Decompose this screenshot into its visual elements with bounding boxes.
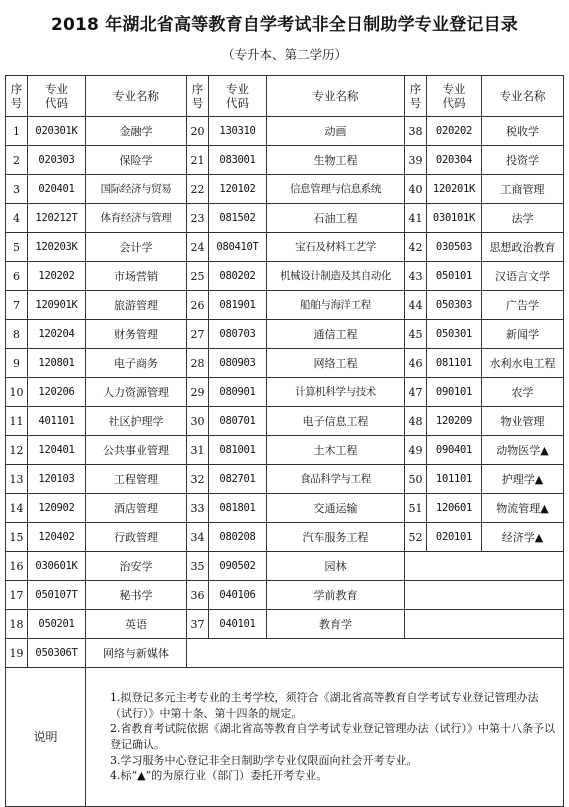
table-row	[6, 378, 564, 407]
major-name: 秘书学	[86, 581, 187, 610]
table-row	[6, 436, 564, 465]
row-index: 29	[187, 378, 209, 407]
major-code: 050201	[28, 610, 86, 639]
row-index: 15	[6, 523, 28, 552]
row-index: 8	[6, 320, 28, 349]
row-index: 35	[187, 552, 209, 581]
major-name: 网络工程	[267, 349, 405, 378]
header-index: 序 号	[187, 76, 209, 117]
row-index: 45	[405, 320, 427, 349]
major-code: 081801	[209, 494, 267, 523]
major-name: 酒店管理	[86, 494, 187, 523]
major-code: 020401	[28, 175, 86, 204]
major-name: 信息管理与信息系统	[267, 175, 405, 204]
note-line: 4.标“▲”的为原行业（部门）委托开考专业。	[110, 769, 328, 783]
major-code: 050306T	[28, 639, 86, 668]
table-row	[6, 494, 564, 523]
empty-cell	[187, 639, 564, 668]
header-name: 专业名称	[86, 76, 187, 117]
major-code: 080703	[209, 320, 267, 349]
row-index: 17	[6, 581, 28, 610]
row-index: 12	[6, 436, 28, 465]
major-code: 040101	[209, 610, 267, 639]
major-name: 会计学	[86, 233, 187, 262]
note-line: 2.省教育考试院依据《湖北省高等教育自学考试专业登记管理办法（试行）》中第十八条予以登记确认。	[110, 722, 555, 751]
row-index: 33	[187, 494, 209, 523]
row-index: 47	[405, 378, 427, 407]
major-code: 120402	[28, 523, 86, 552]
row-index: 16	[6, 552, 28, 581]
table-row	[6, 262, 564, 291]
header-index: 序 号	[6, 76, 28, 117]
major-name: 护理学▲	[482, 465, 564, 494]
table-row	[6, 146, 564, 175]
row-index: 51	[405, 494, 427, 523]
major-name: 行政管理	[86, 523, 187, 552]
major-name: 土木工程	[267, 436, 405, 465]
notes-text	[86, 668, 564, 807]
table-row	[6, 117, 564, 146]
row-index: 10	[6, 378, 28, 407]
major-name: 税收学	[482, 117, 564, 146]
table-row	[6, 639, 564, 668]
header-name: 专业名称	[482, 76, 564, 117]
major-name: 市场营销	[86, 262, 187, 291]
major-name: 汉语言文学	[482, 262, 564, 291]
row-index: 7	[6, 291, 28, 320]
note-line: 1.拟登记多元主考专业的主考学校，须符合《湖北省高等教育自学考试专业登记管理办法（试行）》中第十条、第十四条的规定。	[110, 691, 539, 720]
major-code: 090401	[427, 436, 482, 465]
major-code: 030503	[427, 233, 482, 262]
major-code: 020101	[427, 523, 482, 552]
major-code: 130310	[209, 117, 267, 146]
table-body	[6, 76, 564, 807]
major-name: 汽车服务工程	[267, 523, 405, 552]
major-code: 050303	[427, 291, 482, 320]
major-name: 石油工程	[267, 204, 405, 233]
empty-cell	[405, 581, 564, 610]
major-code: 020202	[427, 117, 482, 146]
row-index: 41	[405, 204, 427, 233]
notes-row	[6, 668, 564, 807]
row-index: 52	[405, 523, 427, 552]
major-code: 120601	[427, 494, 482, 523]
major-code: 030601K	[28, 552, 86, 581]
major-name: 工商管理	[482, 175, 564, 204]
table-row	[6, 552, 564, 581]
table-row	[6, 175, 564, 204]
major-name: 船舶与海洋工程	[267, 291, 405, 320]
major-name: 计算机科学与技术	[267, 378, 405, 407]
row-index: 1	[6, 117, 28, 146]
row-index: 24	[187, 233, 209, 262]
table-row	[6, 233, 564, 262]
row-index: 11	[6, 407, 28, 436]
major-name: 社区护理学	[86, 407, 187, 436]
row-index: 50	[405, 465, 427, 494]
major-name: 人力资源管理	[86, 378, 187, 407]
major-name: 网络与新媒体	[86, 639, 187, 668]
row-index: 23	[187, 204, 209, 233]
row-index: 5	[6, 233, 28, 262]
major-code: 083001	[209, 146, 267, 175]
major-code: 081901	[209, 291, 267, 320]
header-code: 专业 代码	[427, 76, 482, 117]
table-row	[6, 320, 564, 349]
major-code: 090502	[209, 552, 267, 581]
major-code: 120201K	[427, 175, 482, 204]
major-name: 英语	[86, 610, 187, 639]
major-code: 050107T	[28, 581, 86, 610]
major-code: 080208	[209, 523, 267, 552]
header-index: 序 号	[405, 76, 427, 117]
major-name: 动画	[267, 117, 405, 146]
row-index: 25	[187, 262, 209, 291]
page-title: 2018 年湖北省高等教育自学考试非全日制助学专业登记目录	[50, 15, 519, 35]
major-name: 公共事业管理	[86, 436, 187, 465]
major-code: 082701	[209, 465, 267, 494]
row-index: 48	[405, 407, 427, 436]
major-code: 120801	[28, 349, 86, 378]
row-index: 21	[187, 146, 209, 175]
row-index: 37	[187, 610, 209, 639]
major-name: 食品科学与工程	[267, 465, 405, 494]
row-index: 3	[6, 175, 28, 204]
row-index: 2	[6, 146, 28, 175]
major-code: 050101	[427, 262, 482, 291]
row-index: 34	[187, 523, 209, 552]
row-index: 19	[6, 639, 28, 668]
major-name: 教育学	[267, 610, 405, 639]
row-index: 14	[6, 494, 28, 523]
row-index: 30	[187, 407, 209, 436]
table-row	[6, 407, 564, 436]
major-code: 101101	[427, 465, 482, 494]
major-name: 思想政治教育	[482, 233, 564, 262]
major-code: 120212T	[28, 204, 86, 233]
row-index: 42	[405, 233, 427, 262]
major-name: 物流管理▲	[482, 494, 564, 523]
major-name: 宝石及材料工艺学	[267, 233, 405, 262]
major-name: 园林	[267, 552, 405, 581]
major-code: 120102	[209, 175, 267, 204]
table-row	[6, 523, 564, 552]
major-code: 401101	[28, 407, 86, 436]
major-name: 广告学	[482, 291, 564, 320]
major-code: 090101	[427, 378, 482, 407]
major-code: 081001	[209, 436, 267, 465]
major-code: 120209	[427, 407, 482, 436]
major-code: 081101	[427, 349, 482, 378]
major-name: 水利水电工程	[482, 349, 564, 378]
row-index: 31	[187, 436, 209, 465]
major-name: 工程管理	[86, 465, 187, 494]
major-name: 国际经济与贸易	[86, 175, 187, 204]
row-index: 32	[187, 465, 209, 494]
page-subtitle: （专升本、第二学历）	[221, 47, 347, 62]
row-index: 44	[405, 291, 427, 320]
note-line: 3.学习服务中心登记非全日制助学专业仅限面向社会开考专业。	[110, 753, 418, 767]
major-name: 学前教育	[267, 581, 405, 610]
major-name: 经济学▲	[482, 523, 564, 552]
table-header-row	[6, 76, 564, 117]
major-name: 投资学	[482, 146, 564, 175]
row-index: 22	[187, 175, 209, 204]
empty-cell	[405, 610, 564, 639]
major-name: 保险学	[86, 146, 187, 175]
row-index: 20	[187, 117, 209, 146]
row-index: 26	[187, 291, 209, 320]
header-code: 专业 代码	[28, 76, 86, 117]
major-code: 050301	[427, 320, 482, 349]
major-code: 120204	[28, 320, 86, 349]
major-name: 旅游管理	[86, 291, 187, 320]
row-index: 28	[187, 349, 209, 378]
table-row	[6, 204, 564, 233]
major-name: 交通运输	[267, 494, 405, 523]
major-code: 020303	[28, 146, 86, 175]
row-index: 36	[187, 581, 209, 610]
major-name: 财务管理	[86, 320, 187, 349]
major-name: 通信工程	[267, 320, 405, 349]
row-index: 4	[6, 204, 28, 233]
major-name: 新闻学	[482, 320, 564, 349]
table-row	[6, 610, 564, 639]
major-code: 120901K	[28, 291, 86, 320]
table-row	[6, 581, 564, 610]
major-name: 物业管理	[482, 407, 564, 436]
row-index: 46	[405, 349, 427, 378]
major-code: 080410T	[209, 233, 267, 262]
major-code: 120401	[28, 436, 86, 465]
major-code: 120103	[28, 465, 86, 494]
major-name: 治安学	[86, 552, 187, 581]
major-code: 120202	[28, 262, 86, 291]
row-index: 40	[405, 175, 427, 204]
row-index: 13	[6, 465, 28, 494]
major-code: 020301K	[28, 117, 86, 146]
major-name: 法学	[482, 204, 564, 233]
major-name: 机械设计制造及其自动化	[267, 262, 405, 291]
major-code: 120902	[28, 494, 86, 523]
major-name: 农学	[482, 378, 564, 407]
major-name: 生物工程	[267, 146, 405, 175]
row-index: 27	[187, 320, 209, 349]
major-code: 030101K	[427, 204, 482, 233]
major-name: 金融学	[86, 117, 187, 146]
major-name: 动物医学▲	[482, 436, 564, 465]
header-name: 专业名称	[267, 76, 405, 117]
major-name: 电子商务	[86, 349, 187, 378]
major-code: 081502	[209, 204, 267, 233]
empty-cell	[405, 552, 564, 581]
row-index: 49	[405, 436, 427, 465]
major-name: 体育经济与管理	[86, 204, 187, 233]
major-registry-table	[5, 75, 564, 807]
row-index: 9	[6, 349, 28, 378]
major-code: 080701	[209, 407, 267, 436]
row-index: 38	[405, 117, 427, 146]
table-row	[6, 465, 564, 494]
major-code: 040106	[209, 581, 267, 610]
major-code: 120206	[28, 378, 86, 407]
major-code: 120203K	[28, 233, 86, 262]
row-index: 18	[6, 610, 28, 639]
header-code: 专业 代码	[209, 76, 267, 117]
table-row	[6, 349, 564, 378]
row-index: 39	[405, 146, 427, 175]
row-index: 43	[405, 262, 427, 291]
notes-label: 说明	[6, 668, 86, 807]
major-code: 080202	[209, 262, 267, 291]
table-row	[6, 291, 564, 320]
row-index: 6	[6, 262, 28, 291]
major-code: 080901	[209, 378, 267, 407]
major-name: 电子信息工程	[267, 407, 405, 436]
major-code: 020304	[427, 146, 482, 175]
major-code: 080903	[209, 349, 267, 378]
